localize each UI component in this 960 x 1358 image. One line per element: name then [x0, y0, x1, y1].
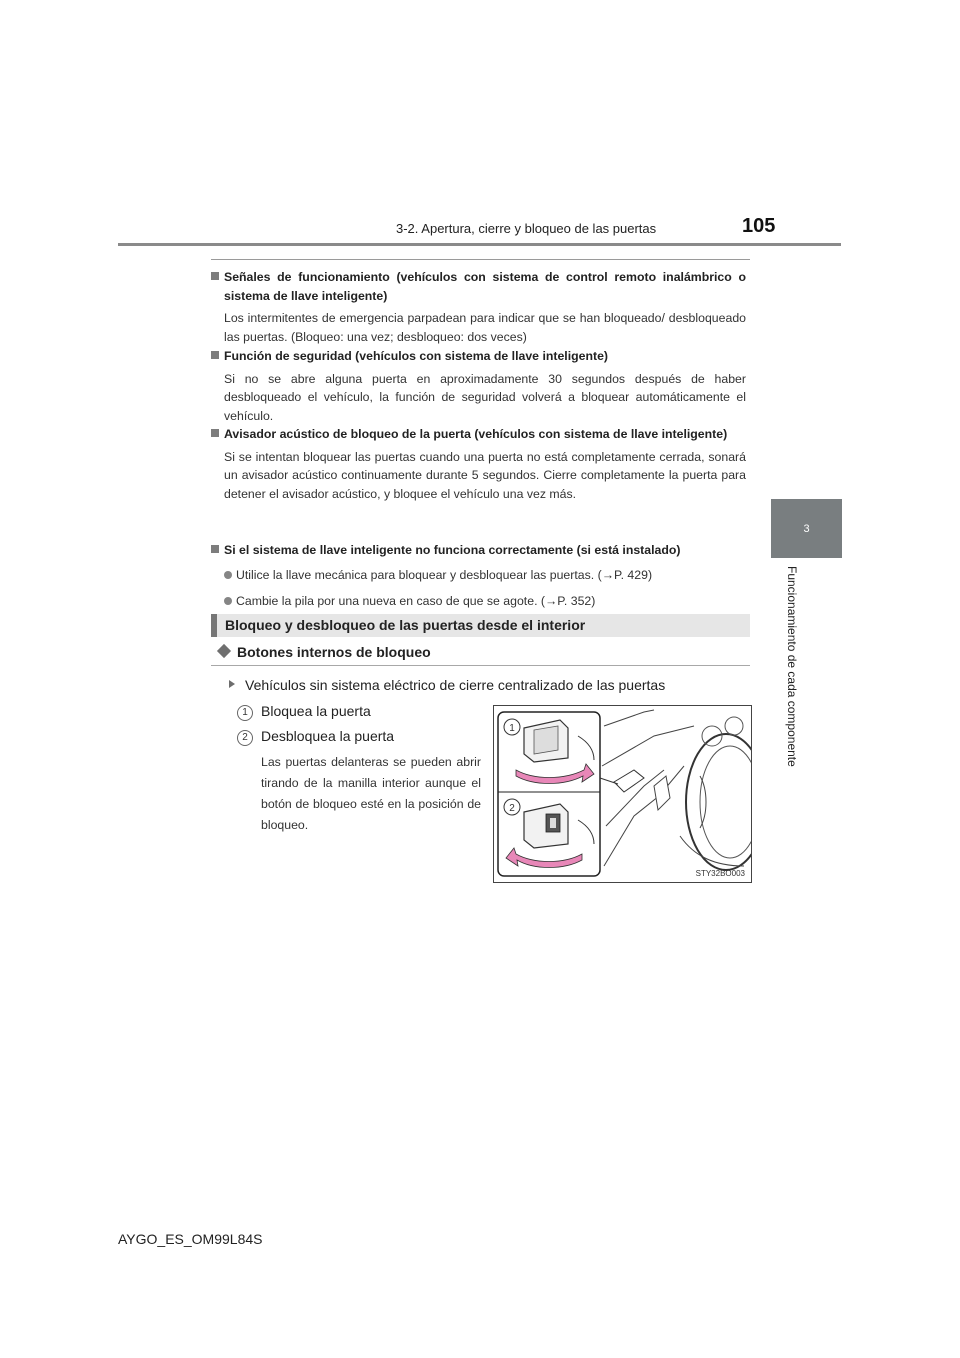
triangle-right-icon	[229, 680, 235, 688]
door-lock-illustration	[493, 705, 752, 883]
numbered-item: 2 Desbloquea la puerta	[237, 728, 394, 746]
note-body: Los intermitentes de emergencia parpadean para indicar que se han bloqueado/ desbloqueado las puertas. (Bloqueo: una vez; desbloqueo: dos veces)	[224, 311, 746, 344]
number-badge: 2	[237, 730, 253, 746]
round-bullet-icon	[224, 597, 232, 605]
header-rule	[118, 243, 841, 246]
section-title: Bloqueo y desbloqueo de las puertas desde el interior	[225, 617, 586, 633]
subsection-title: Botones internos de bloqueo	[215, 644, 431, 660]
chapter-title-wrap	[783, 566, 801, 786]
subsection-rule	[211, 665, 750, 666]
list-item: Cambie la pila por una nueva en caso de que se agote. (→P. 352)	[211, 592, 746, 611]
square-bullet-icon	[211, 429, 219, 437]
section-accent	[211, 614, 217, 637]
page-number: 105	[742, 215, 776, 237]
note-title: Señales de funcionamiento (vehículos con sistema de control remoto inalámbrico o sistema de llave inteligente)	[211, 268, 746, 305]
chapter-number: 3	[803, 523, 810, 535]
square-bullet-icon	[211, 545, 219, 553]
number-badge: 1	[237, 705, 253, 721]
footer-doc-id: AYGO_ES_OM99L84S	[118, 1231, 263, 1247]
illustration-svg	[494, 706, 751, 882]
callout-2-label: 2	[509, 803, 515, 814]
note-body: Si no se abre alguna puerta en aproximadamente 30 segundos después de haber desbloqueado el vehículo, la función de seguridad volverá a bloquear automáticamente el vehículo.	[224, 371, 746, 423]
lock-note: Las puertas delanteras se pueden abrir tirando de la manilla interior aunque el botón de bloqueo esté en la posición de bloqueo.	[261, 755, 481, 832]
square-bullet-icon	[211, 272, 219, 280]
list-item: Utilice la llave mecánica para bloquear y desbloquear las puertas. (→P. 429)	[211, 566, 746, 585]
note-body: Si se intentan bloquear las puertas cuando una puerta no está completamente cerrada, sonará un avisador acústico continuamente durante 5 segundos. Cierre completamente la puerta para detener el avisador acústico, y bloquee el vehículo una vez más.	[224, 449, 746, 501]
note-title: Si el sistema de llave inteligente no funciona correctamente (si está instalado)	[211, 541, 746, 560]
note-title: Avisador acústico de bloqueo de la puerta (vehículos con sistema de llave inteligente)	[211, 425, 746, 444]
square-bullet-icon	[211, 351, 219, 359]
note-title: Función de seguridad (vehículos con sistema de llave inteligente)	[211, 347, 746, 366]
note-smart-key	[211, 541, 746, 611]
round-bullet-icon	[224, 571, 232, 579]
condition-line: Vehículos sin sistema eléctrico de cierre centralizado de las puertas	[229, 677, 665, 693]
content-top-rule	[211, 259, 750, 260]
note-buzzer	[211, 425, 746, 503]
callout-1-label: 1	[509, 723, 515, 734]
note-security	[211, 347, 746, 425]
numbered-item: 1 Bloquea la puerta	[237, 703, 371, 721]
chapter-title: Funcionamiento de cada componente	[785, 566, 799, 767]
figure-code: STY32BO003	[695, 869, 745, 878]
chapter-tab	[771, 499, 842, 558]
diamond-icon	[217, 644, 231, 658]
header-section-title: 3-2. Apertura, cierre y bloqueo de las puertas	[396, 221, 657, 236]
section-heading-bar	[211, 614, 750, 637]
note-signals	[211, 268, 746, 346]
